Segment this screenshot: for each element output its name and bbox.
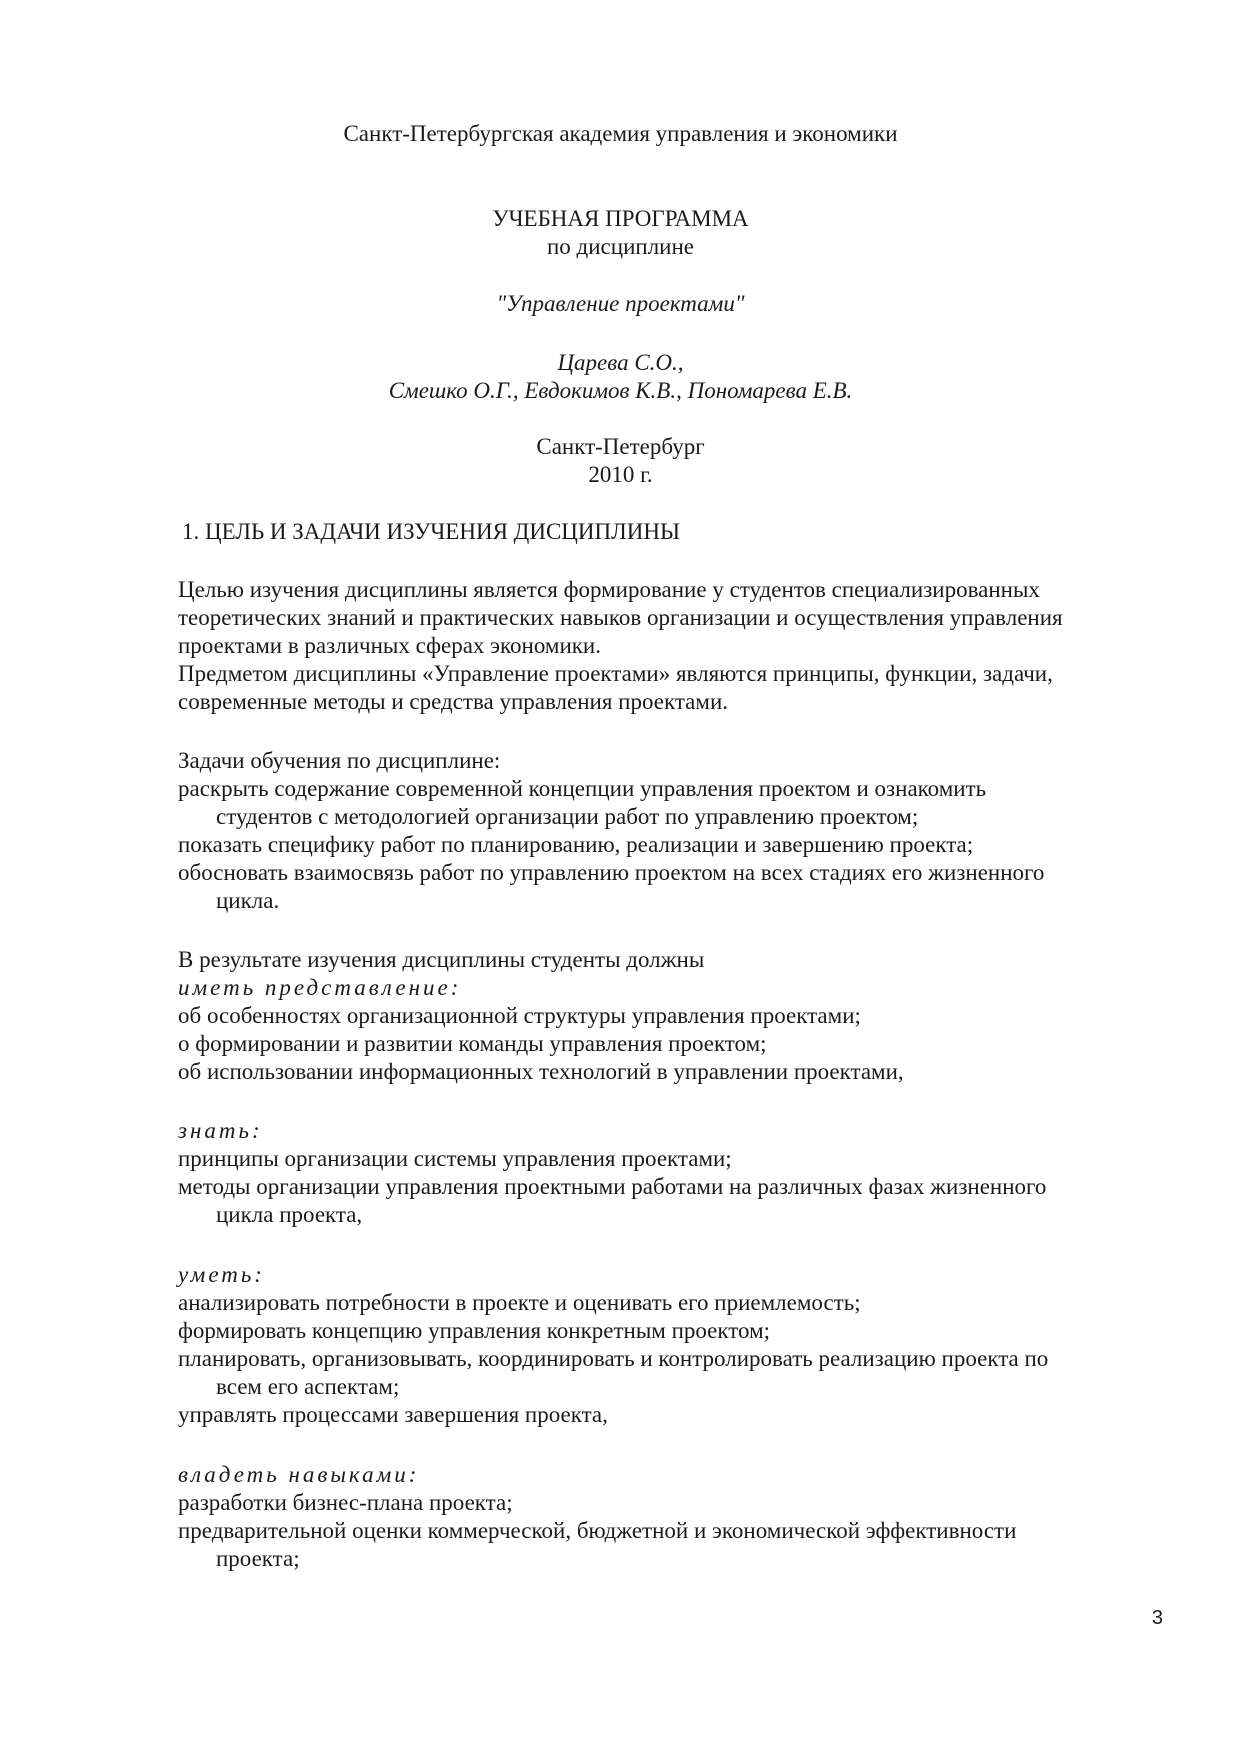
can-label: уметь: <box>178 1262 265 1287</box>
document-subtype: по дисциплине <box>546 234 694 259</box>
list-item: о формировании и развитии команды управления проектом; <box>178 1031 767 1056</box>
list-item: формировать концепцию управления конкретным проектом; <box>178 1318 771 1343</box>
goal-line: проектами в различных сферах экономики. <box>178 633 601 658</box>
list-item-continuation: проекта; <box>216 1546 300 1571</box>
section-heading: 1. ЦЕЛЬ И ЗАДАЧИ ИЗУЧЕНИЯ ДИСЦИПЛИНЫ <box>182 519 681 544</box>
list-item: анализировать потребности в проекте и оценивать его приемлемость; <box>178 1290 861 1315</box>
goal-line: Предметом дисциплины «Управление проектами» являются принципы, функции, задачи, <box>178 661 1053 686</box>
tasks-list <box>178 747 1168 915</box>
goal-paragraph <box>178 576 1168 716</box>
tasks-title: Задачи обучения по дисциплине: <box>178 748 501 773</box>
know-label: знать: <box>178 1118 263 1143</box>
goal-line: Целью изучения дисциплины является формирование у студентов специализированных <box>178 577 1040 602</box>
list-item-continuation: цикла проекта, <box>216 1202 363 1227</box>
results-skills <box>178 1461 1168 1573</box>
list-item: разработки бизнес-плана проекта; <box>178 1490 513 1515</box>
document-type: УЧЕБНАЯ ПРОГРАММА <box>492 206 749 231</box>
city: Санкт-Петербург <box>536 434 705 459</box>
list-item: планировать, организовывать, координировать и контролировать реализацию проекта по <box>178 1346 1049 1371</box>
list-item-continuation: цикла. <box>216 888 280 913</box>
list-item: принципы организации системы управления проектами; <box>178 1146 732 1171</box>
list-item-continuation: студентов с методологией организации работ по управлению проектом; <box>216 804 919 829</box>
list-item: показать специфику работ по планированию, реализации и завершению проекта; <box>178 832 974 857</box>
results-can <box>178 1261 1168 1429</box>
list-item: об особенностях организационной структуры управления проектами; <box>178 1003 861 1028</box>
list-item: раскрыть содержание современной концепции управления проектом и ознакомить <box>178 776 987 801</box>
results-represent <box>178 946 1168 1086</box>
skills-label: владеть навыками: <box>178 1462 420 1487</box>
discipline-title: "Управление проектами" <box>496 291 745 316</box>
list-item: управлять процессами завершения проекта, <box>178 1402 608 1427</box>
list-item-continuation: всем его аспектам; <box>216 1374 400 1399</box>
author-line-1: Царева С.О., <box>557 350 684 375</box>
list-item: об использовании информационных технологий в управлении проектами, <box>178 1059 904 1084</box>
goal-line: теоретических знаний и практических навыков организации и осуществления управления <box>178 605 1063 630</box>
results-know <box>178 1117 1168 1229</box>
institution-name: Санкт-Петербургская академия управления и экономики <box>343 121 898 146</box>
goal-line: современные методы и средства управления проектами. <box>178 689 729 714</box>
year: 2010 г. <box>588 462 653 487</box>
page-number: 3 <box>1151 1607 1163 1629</box>
list-item: методы организации управления проектными работами на различных фазах жизненного <box>178 1174 1047 1199</box>
author-line-2: Смешко О.Г., Евдокимов К.В., Пономарева Е.В. <box>388 378 853 403</box>
list-item: предварительной оценки коммерческой, бюджетной и экономической эффективности <box>178 1518 1017 1543</box>
represent-label: иметь представление: <box>178 975 462 1000</box>
list-item: обосновать взаимосвязь работ по управлению проектом на всех стадиях его жизненного <box>178 860 1045 885</box>
results-intro: В результате изучения дисциплины студенты должны <box>178 947 705 972</box>
